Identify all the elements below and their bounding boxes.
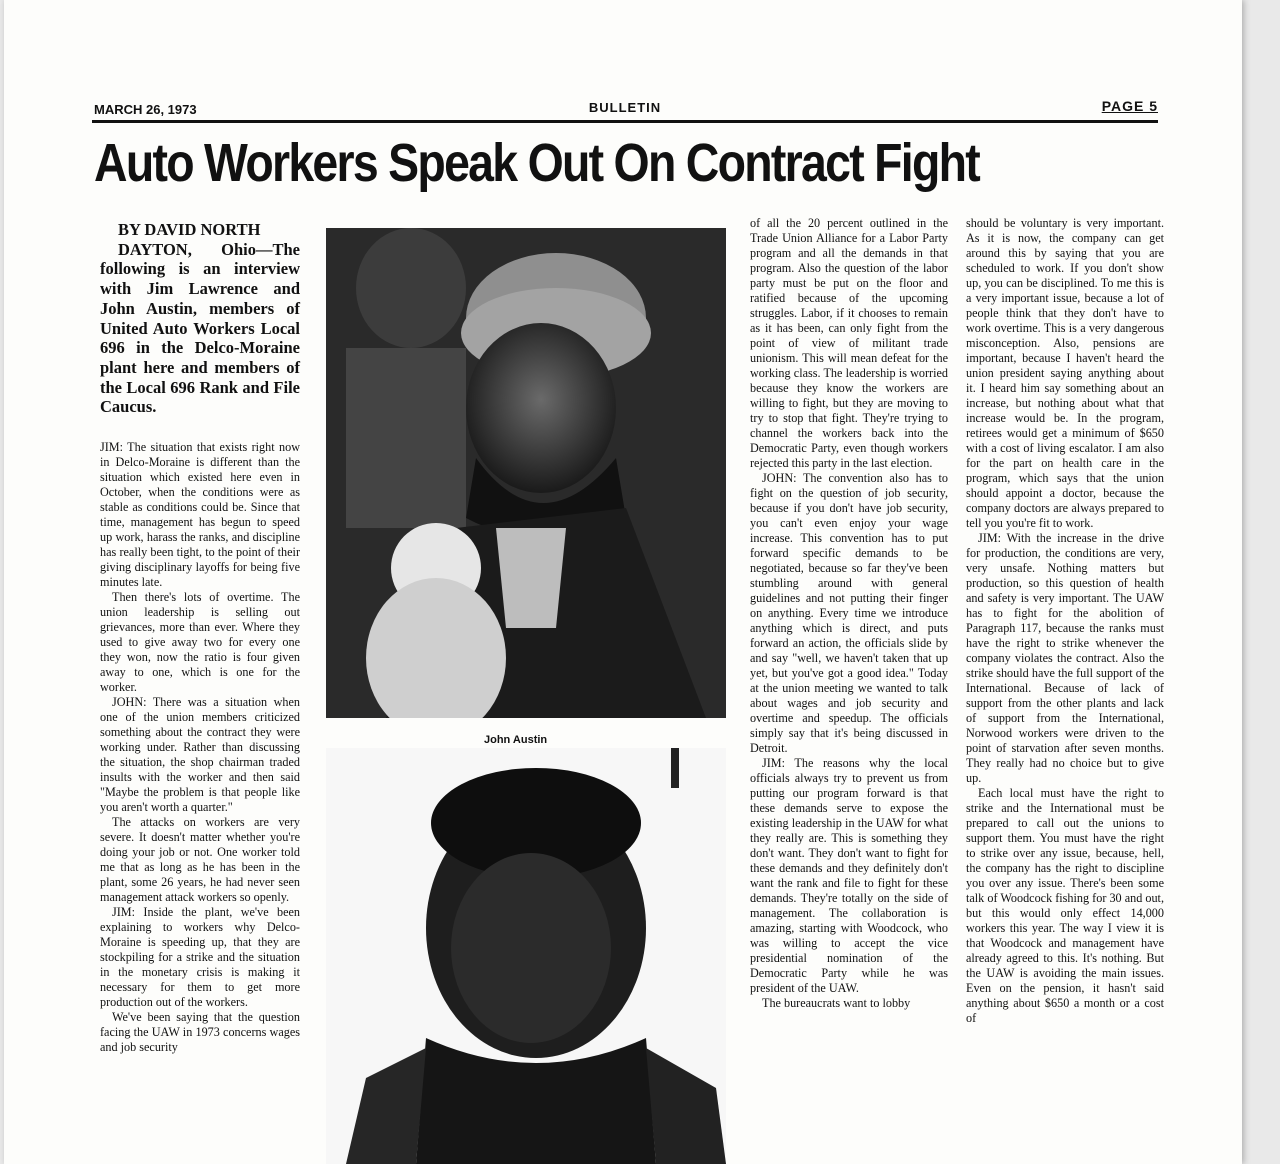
paragraph: of all the 20 percent outlined in the Trade Union Alliance for a Labor Party program and all the demands in that program. Also the question of the labor party must be put on the floor and ratified because of the upcoming struggles. Labor, if it chooses to remain as it has been, can only fight from the point of view of militant trade unionism. This will mean defeat for the working class. The leadership is worried because they know the workers are willing to fight, but they are moving to try to stop that fight. They're trying to channel the workers back into the Democratic Party, even though workers rejected this party in the last election. xyxy=(750,216,948,470)
portrait-photo-2 xyxy=(326,748,726,1164)
paragraph: JIM: The reasons why the local officials always try to prevent us from putting our program forward is that these demands serve to expose the existing leadership in the UAW for what they really are. This is something they don't want. They don't want to fight for these demands and they definitely don't want the rank and file to fight for these demands. They're totally on the side of management. The collaboration is amazing, starting with Woodcock, who was willing to accept the vice presidential nomination of the Democratic Party while he was president of the UAW. xyxy=(750,756,948,995)
photo-caption: John Austin xyxy=(484,734,548,746)
paragraph: Then there's lots of overtime. The union leadership is selling out grievances, more than ever. Where they used to give away two for every one they won, now the ratio is four given away to one, which is one for the worker. xyxy=(100,590,300,694)
paragraph: JIM: The situation that exists right now in Delco-Moraine is different than the situation which existed here even in October, when the conditions were as stable as conditions could be. Since that time, management has begun to speed up work, harass the ranks, and discipline has really been tight, to the point of their giving disciplinary layoffs for being five minutes late. xyxy=(100,440,300,589)
paragraph: We've been saying that the question facing the UAW in 1973 concerns wages and job security xyxy=(100,1010,300,1054)
portrait-photo-1 xyxy=(326,228,726,718)
paragraph: JIM: Inside the plant, we've been explaining to workers why Delco-Moraine is speeding up, that they are stockpiling for a strike and the situation in the monetary crisis is making it necessary for them to get more production out of the workers. xyxy=(100,905,300,1009)
paragraph: JIM: With the increase in the drive for production, the conditions are very, very unsafe. Nothing matters but production, so this question of health and safety is very important. The UAW has to fight for the abolition of Paragraph 117, because the ranks must have the right to strike whenever the company violates the contract. Also the strike should have the full support of the International. Because of lack of support from the other plants and lack of support from the International, Norwood workers were driven to the point of starvation after seven months. They really had no choice but to give up. xyxy=(966,531,1164,785)
paragraph: Each local must have the right to strike and the International must be prepared to call out the unions to support them. You must have the right to strike over any issue, because, hell, the company has the right to discipline you over any issue. There's been some talk of Woodcock fishing for 30 and out, but this would only effect 14,000 workers this year. The way I view it is that Woodcock and management have already agreed to this. It's nothing. But the UAW is avoiding the main issues. Even on the pension, it hasn't said anything about $650 a month or a cost of xyxy=(966,786,1164,1025)
paragraph: JOHN: There was a situation when one of the union members criticized something about the contract they were working under. Rather than discussing the situation, the shop chairman traded insults with the worker and then said "Maybe the problem is that people like you aren't worth a quarter." xyxy=(100,695,300,814)
masthead-paper-name: BULLETIN xyxy=(588,100,662,115)
byline-intro xyxy=(100,220,300,417)
headline: Auto Workers Speak Out On Contract Fight xyxy=(94,133,980,193)
paragraph: The bureaucrats want to lobby xyxy=(762,996,911,1010)
article-column-4 xyxy=(966,216,1164,1026)
article-column-3 xyxy=(750,216,948,1011)
byline-author: BY DAVID NORTH xyxy=(118,220,261,239)
paragraph: JOHN: The convention also has to fight on the question of job security, because if you don't have job security, you can't even enjoy your wage increase. This convention has to put forward specific demands to be negotiated, because so far they've been stumbling around with general guidelines and not putting their finger on anything. Every time we introduce anything which is direct, and puts forward an action, the officials slide by and say "well, we haven't taken that up yet, but you've got a good idea." Today at the union meeting we wanted to talk about wages and job security and overtime and speedup. The officials simply say that it's being discussed in Detroit. xyxy=(750,471,948,755)
dateline: DAYTON, Ohio— xyxy=(118,239,273,259)
masthead-page-number: PAGE 5 xyxy=(1101,98,1158,114)
article-column-1 xyxy=(100,440,300,1055)
newspaper-page xyxy=(4,0,1242,1164)
photo-jim-lawrence xyxy=(326,228,726,718)
photo-john-austin xyxy=(326,748,726,1164)
paragraph: The attacks on workers are very severe. It doesn't matter whether you're doing your job or not. One worker told me that as long as he has been in the plant, some 26 years, he had never seen management attack workers so openly. xyxy=(100,815,300,904)
paragraph: should be voluntary is very important. As it is now, the company can get around this by saying that you are scheduled to work. If you don't show up, you can be disciplined. To me this is a very important issue, because a lot of people think that they don't have to work overtime. This is a very dangerous misconception. Also, pensions are important, because I haven't heard the union president saying anything about it. I heard him say something about an increase, but nothing about what that increase would be. In the program, retirees would get a minimum of $650 with a cost of living escalator. I am also for the part on health care in the program, which says that the union should appoint a doctor, because the company doctors are always prepared to tell you you're fit to work. xyxy=(966,216,1164,530)
masthead-date: MARCH 26, 1973 xyxy=(94,102,197,117)
masthead xyxy=(92,98,1158,123)
intro-text: The following is an interview with Jim Lawrence and John Austin, members of United Auto Workers Local 696 in the Delco-Moraine plant here and members of the Local 696 Rank and File Caucus. xyxy=(100,239,300,417)
